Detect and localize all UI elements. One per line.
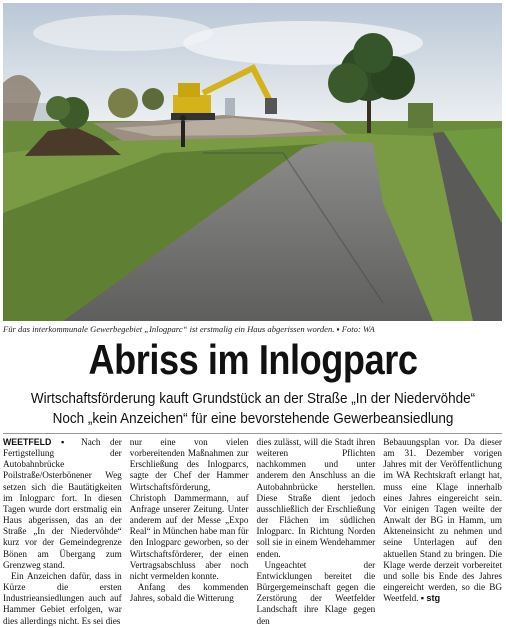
text-column-1 [3,437,122,626]
text-column-3 [256,437,376,626]
article-headline: Abriss im Inlogparc [88,336,418,383]
paragraph: Ungeachtet der Entwicklungen bereitet die Bürgergemeinschaft gegen die Zerstörung der Weetfelder Landschaft ihre Klage gegen den [256,559,376,626]
dateline: WEETFELD [3,437,52,447]
paragraph: Ein Anzeichen dafür, dass in Kürze die ersten Industrieansiedlungen auch auf Hammer Gebiet erfolgen, war dies allerdings nicht. Es sei dies [3,570,122,626]
paragraph: dies zulässt, will die Stadt ihren weiteren Pflichten nachkommen und unter anderem den Anschluss an die Autobahnbrücke herstellen. Diese Straße dient jedoch ausschließlich der Erschließung der Flächen im südlichen Inlogparc. In Richtung Norden soll sie in einem Wendehammer enden. [256,437,376,559]
photo-caption: Für das interkommunale Gewerbegebiet „Inlogparc“ ist erstmalig ein Haus abgerissen worden. ▪ Foto: WA [3,324,375,334]
article-body [3,437,502,626]
paragraph-text: ▪ Nach der Fertigstellung der Autobahnbrücke Poilstraße/Osterbönener Weg setzen sich die Bautätigkeiten im Inlogparc fort. In diesen Tagen wurde dort erstmalig ein Haus abgerissen, das an der Straße „In der Niedervöhde“ kurz vor der Gemeindegrenze Bönen am Übergang zum Grenzweg stand. [3,437,122,570]
paragraph-text: Bebauungsplan vor. Da dieser am 31. Dezember vorigen Jahres mit der Veröffentlichung im WA Rechtskraft erlangt hat, muss eine Klage innerhalb eines Jahres eingereicht sein. Vor einigen Tagen weilte der Anwalt der BG in Hamm, um Akteneinsicht zu nehmen und seine Unterlagen auf den aktuellen Stand zu bringen. Die Klage werde derzeit vorbereitet und solle bis Ende des Jahres eingereicht werden, so die BG Weetfeld. ▪ [383,437,502,604]
text-column-4 [383,437,502,604]
article-subheadline-1: Wirtschaftsförderung kauft Grundstück an der Straße „In der Niedervöhde“ [30,390,476,407]
author-initials: stg [426,593,441,604]
paragraph: Anfang des kommenden Jahres, sobald die Witterung [129,582,249,604]
paragraph [3,437,122,571]
text-column-2 [129,437,249,604]
divider [3,433,502,434]
paragraph [383,437,502,604]
demolition-site-image [3,3,502,321]
article-subheadline-2: Noch „kein Anzeichen“ für eine bevorstehende Gewerbeansiedlung [52,410,454,427]
paragraph: nur eine von vielen vorbereitenden Maßnahmen zur Erschließung des Inlogparcs, sagte der Chef der Hammer Wirtschaftsförderung, Christoph Dammermann, auf Anfrage unserer Zeitung. Unter anderem auf der Messe „Expo Real“ in München habe man für den Inlogparc geworben, so der Wirtschaftsförderer, der einen Vertragsabschluss aber noch nicht vermelden konnte. [129,437,249,581]
article-photo [3,3,502,321]
